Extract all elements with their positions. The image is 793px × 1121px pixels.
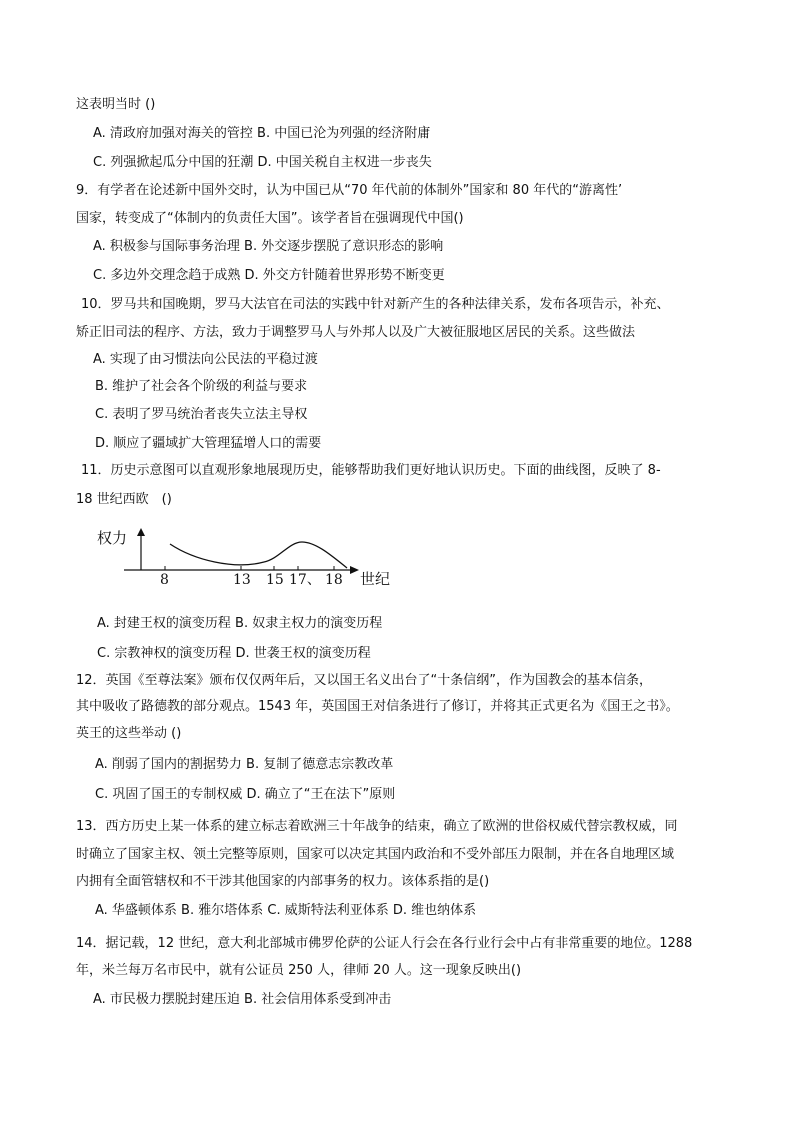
option-line: C. 宗教神权的演变历程 D. 世袭王权的演变历程 — [97, 646, 371, 661]
power-curve — [170, 542, 347, 568]
option-line: A. 华盛顿体系 B. 雅尔塔体系 C. 威斯特法利亚体系 D. 维也纳体系 — [95, 903, 477, 918]
question-12: 12．英国《至尊法案》颁布仅仅两年后，又以国王名义出台了“十条信纲”，作为国教会的基本信条， — [76, 673, 653, 688]
option-line: A. 市民极力摆脱封建压迫 B. 社会信用体系受到冲击 — [93, 992, 392, 1007]
option-line: C. 巩固了国王的专制权威 D. 确立了“王在法下”原则 — [95, 787, 396, 802]
text-line: 这表明当时 () — [76, 97, 156, 112]
question-13: 13．西方历史上某一体系的建立标志着欧洲三十年战争的结束，确立了欧洲的世俗权威代替宗教权威，同 — [76, 819, 678, 834]
text-line: 国家，转变成了“体制内的负责任大国”。该学者旨在强调现代中国() — [76, 211, 464, 226]
option-line: C. 表明了罗马统治者丧失立法主导权 — [95, 407, 308, 422]
option-line: A. 积极参与国际事务治理 B. 外交逐步摆脱了意识形态的影响 — [93, 239, 444, 254]
question-9: 9．有学者在论述新中国外交时，认为中国已从“70 年代前的体制外”国家和 80 年代的“游离性’ — [76, 183, 623, 198]
text-line: 时确立了国家主权、领土完整等原则，国家可以决定其国内政治和不受外部压力限制，并在各自地理区域 — [76, 847, 675, 862]
tick-label: 15 — [266, 572, 284, 588]
y-axis-arrow — [137, 528, 145, 536]
question-11: 11．历史示意图可以直观形象地展现历史，能够帮助我们更好地认识历史。下面的曲线图，反映了 8- — [81, 463, 661, 478]
option-line: C. 多边外交理念趋于成熟 D. 外交方针随着世界形势不断变更 — [93, 268, 445, 283]
option-line: A. 清政府加强对海关的管控 B. 中国已沦为列强的经济附庸 — [93, 126, 431, 141]
tick-label: 17、 — [289, 572, 321, 588]
option-line: D. 顺应了疆域扩大管理猛增人口的需要 — [95, 436, 322, 451]
power-curve-diagram — [94, 526, 404, 592]
x-axis-label: 世纪 — [360, 570, 391, 588]
tick-label: 18 — [325, 572, 343, 588]
question-10: 10．罗马共和国晚期，罗马大法官在司法的实践中针对新产生的各种法律关系，发布各项告示，补充、 — [81, 297, 670, 312]
y-axis-label: 权力 — [97, 529, 128, 547]
text-line: 英王的这些举动 () — [76, 726, 182, 741]
question-14: 14．据记载，12 世纪，意大利北部城市佛罗伦萨的公证人行会在各行业行会中占有非常重要的地位。1288 — [76, 936, 693, 951]
option-line: C. 列强掀起瓜分中国的狂潮 D. 中国关税自主权进一步丧失 — [93, 155, 432, 170]
tick-label: 13 — [233, 572, 251, 588]
text-line: 矫正旧司法的程序、方法，致力于调整罗马人与外邦人以及广大被征服地区居民的关系。这些做法 — [76, 325, 636, 340]
tick-label: 8 — [160, 572, 169, 588]
text-line: 内拥有全面管辖权和不干涉其他国家的内部事务的权力。该体系指的是() — [76, 874, 490, 889]
option-line: A. 削弱了国内的割据势力 B. 复制了德意志宗教改革 — [95, 757, 394, 772]
option-line: A. 实现了由习惯法向公民法的平稳过渡 — [93, 352, 318, 367]
text-line: 年，米兰每万名市民中，就有公证员 250 人，律师 20 人。这一现象反映出() — [76, 963, 522, 978]
option-line: B. 维护了社会各个阶级的利益与要求 — [95, 379, 308, 394]
x-axis-arrow — [350, 566, 359, 574]
text-line: 其中吸收了路德教的部分观点。1543 年，英国国王对信条进行了修订，并将其正式更名为《国王之书》。 — [76, 699, 679, 714]
option-line: A. 封建王权的演变历程 B. 奴隶主权力的演变历程 — [97, 616, 383, 631]
text-line: 18 世纪西欧 () — [76, 492, 172, 507]
